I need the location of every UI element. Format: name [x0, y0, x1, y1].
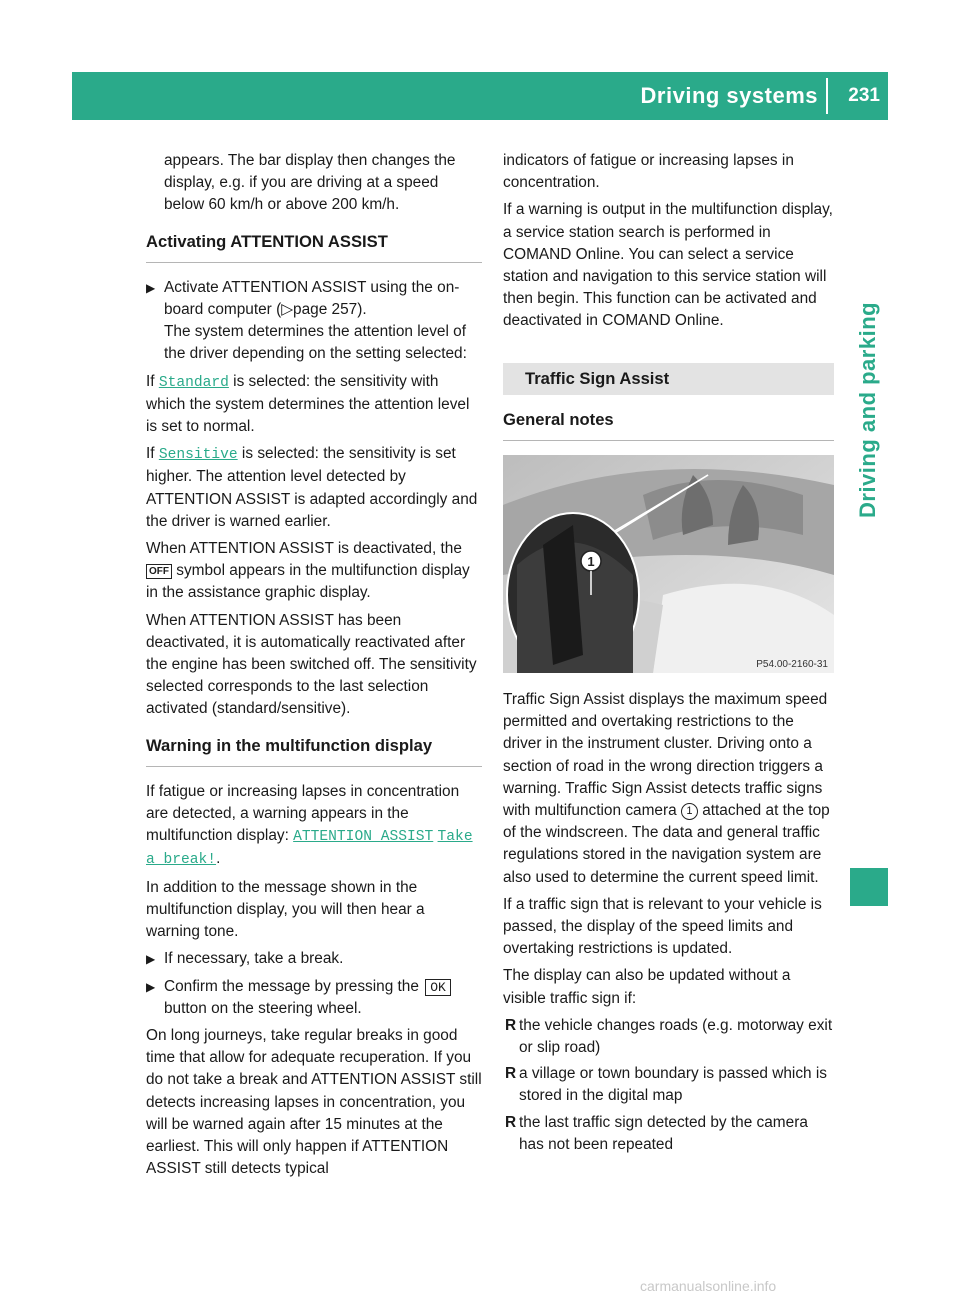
paragraph-long-journeys: On long journeys, take regular breaks in good time that allow for adequate recuperation. If you do not take a break and ATTENTION ASSIST still detects increasing lapses in concentration, you will be warned again after 15 minutes at the earliest. This will only happen if ATTENTION ASSIST still detects typical: [146, 1026, 482, 1178]
heading-general-notes: General notes: [503, 409, 834, 441]
step-activate: ▶ Activate ATTENTION ASSIST using the on-board computer (▷page 257). The system determines the attention level of the driver depending on the setting selected:: [146, 277, 482, 366]
bullet-icon: R: [505, 1113, 517, 1131]
sensitive-setting: Sensitive: [158, 447, 238, 464]
list-item: R a village or town boundary is passed which is stored in the digital map: [505, 1065, 827, 1105]
page-reference-link[interactable]: page 257).: [293, 301, 367, 319]
header-divider: [826, 78, 828, 114]
paragraph-reactivated: When ATTENTION ASSIST has been deactivated, it is automatically reactivated after the engine has been switched off. The sensitivity selected corresponds to the last selection activated (standard/sensitive).: [146, 611, 477, 718]
step-arrow-icon: ▶: [146, 979, 156, 994]
car-interior-illustration: [503, 455, 834, 673]
display-message-1: ATTENTION ASSIST: [293, 829, 434, 846]
paragraph: appears. The bar display then changes the display, e.g. if you are driving at a speed below 60 km/h or above 200 km/h.: [164, 152, 456, 214]
section-title: Driving systems: [640, 83, 818, 108]
page-number: 231: [848, 85, 880, 106]
left-column: [146, 150, 482, 1185]
step-arrow-icon: ▶: [146, 280, 156, 295]
list-item: R the last traffic sign detected by the camera has not been repeated: [505, 1113, 808, 1153]
paragraph-deactivated: When ATTENTION ASSIST is deactivated, the OFF symbol appears in the multifunction display in the assistance graphic display.: [146, 540, 470, 602]
step-continuation: The system determines the attention level of the driver depending on the setting selected:: [164, 323, 467, 363]
paragraph-service-station: If a warning is output in the multifunction display, a service station search is performed in COMAND Online. You can select a service station and navigation to this service station will then begin. This function can be activated and deactivated in COMAND Online.: [503, 201, 833, 330]
bullet-icon: R: [505, 1065, 517, 1083]
attention-assist-off-icon: OFF: [146, 564, 172, 579]
chapter-marker: [850, 868, 888, 906]
standard-setting: Standard: [158, 374, 229, 391]
windscreen-camera-figure: [503, 455, 834, 673]
display-message-2: Take a break!: [146, 829, 473, 869]
paragraph: indicators of fatigue or increasing lapses in concentration.: [503, 152, 794, 192]
list-item: R the vehicle changes roads (e.g. motorway exit or slip road): [505, 1016, 833, 1057]
paragraph-tsa-intro: Traffic Sign Assist displays the maximum speed permitted and overtaking restrictions to the driver in the instrument cluster. Driving onto a section of road in the wrong direction triggers a warning. Traffic Sign Assist detects traffic signs with multifunction camera 1 attached at the top of the windscreen. The data and general traffic regulations stored in the navigation system are also used to determine the current speed limit.: [503, 691, 830, 886]
paragraph-warning: If fatigue or increasing lapses in concentration are detected, a warning appears in the multifunction display: ATTENTION ASSIST Take a break!.: [146, 782, 473, 869]
heading-warning: Warning in the multifunction display: [146, 735, 482, 767]
paragraph-warning-tone: In addition to the message shown in the multifunction display, you will then hear a warning tone.: [146, 878, 425, 941]
callout-1-icon: 1: [681, 803, 698, 820]
right-column: [503, 150, 834, 1160]
step-arrow-icon: ▶: [146, 952, 156, 967]
step-take-break: ▶ If necessary, take a break.: [146, 948, 482, 970]
header-bar: [72, 72, 888, 120]
step-confirm: ▶ Confirm the message by pressing the OK button on the steering wheel.: [146, 976, 482, 1020]
page-ref-icon: ▷: [281, 301, 294, 319]
heading-traffic-sign-assist: Traffic Sign Assist: [503, 363, 834, 395]
bullet-icon: R: [505, 1016, 517, 1034]
ok-button-icon: OK: [425, 979, 451, 996]
callout-1: 1: [587, 554, 595, 570]
paragraph-sensitive: If Sensitive is selected: the sensitivity is set higher. The attention level detected by ATTENTION ASSIST is adapted accordingly and the driver is warned earlier.: [146, 445, 478, 530]
chapter-tab-label: Driving and parking: [855, 301, 880, 519]
heading-activating: Activating ATTENTION ASSIST: [146, 231, 482, 263]
paragraph-tsa-conditions: The display can also be updated without a visible traffic sign if:: [503, 967, 791, 1007]
watermark: carmanualsonline.info: [640, 1278, 777, 1294]
figure-code: P54.00-2160-31: [756, 659, 828, 671]
paragraph-tsa-update: If a traffic sign that is relevant to your vehicle is passed, the display of the speed limits and overtaking restrictions is updated.: [503, 895, 822, 958]
paragraph-standard: If Standard is selected: the sensitivity with which the system determines the attention level is set to normal.: [146, 372, 470, 436]
